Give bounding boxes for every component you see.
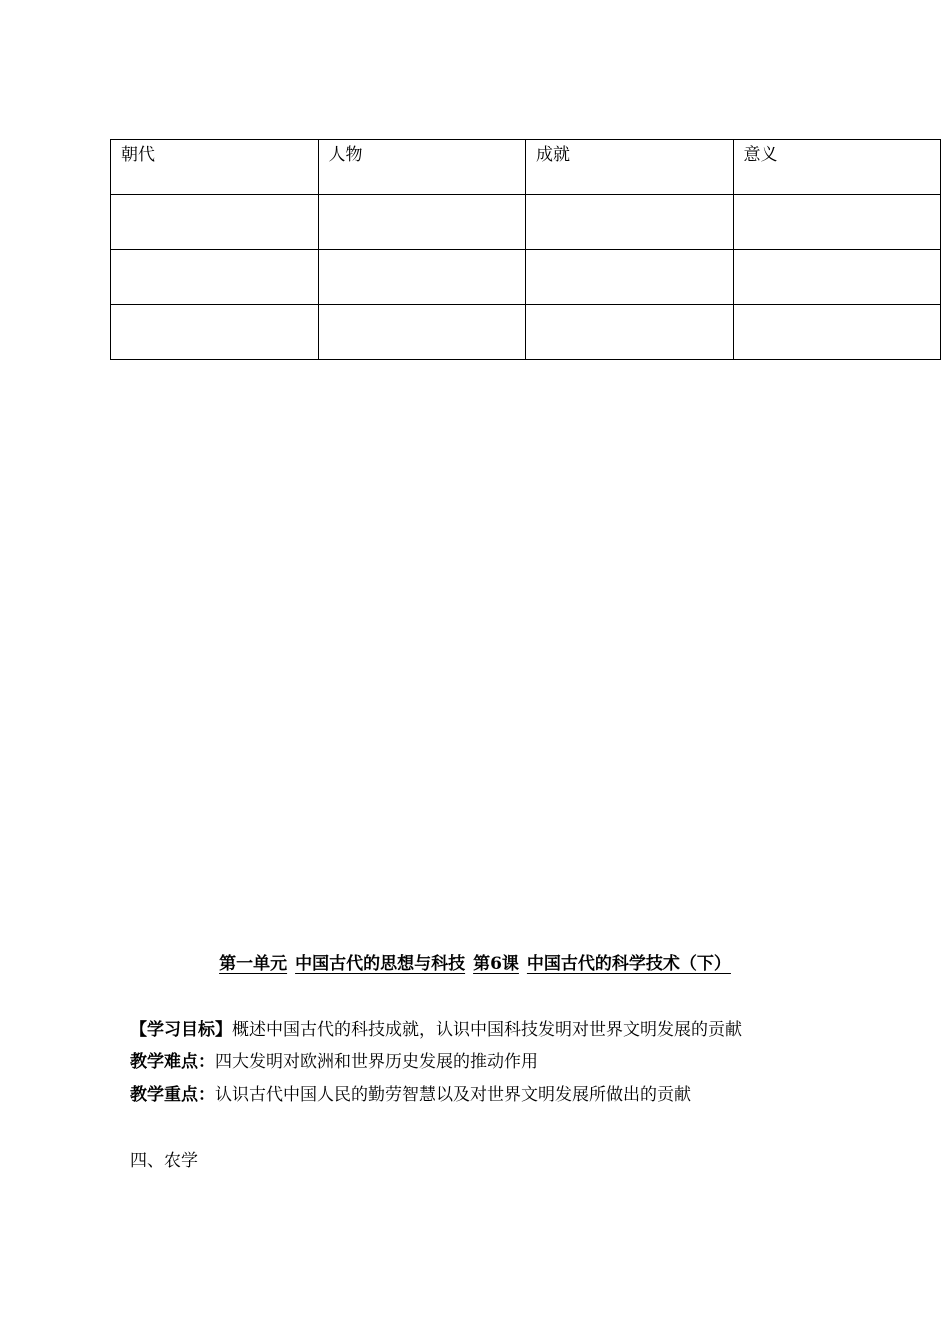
teaching-difficulty — [130, 1050, 538, 1074]
teaching-key-point — [130, 1083, 691, 1107]
table-cell — [111, 195, 319, 250]
table-header-row — [111, 140, 941, 195]
key-point-text: 认识古代中国人民的勤劳智慧以及对世界文明发展所做出的贡献 — [215, 1085, 691, 1105]
table-cell — [111, 305, 319, 360]
unit-title: 中国古代的思想与科技 — [295, 954, 466, 974]
table-cell — [526, 195, 734, 250]
header-dynasty: 朝代 — [111, 140, 319, 195]
objectives-label: 【学习目标】 — [130, 1020, 232, 1040]
learning-objectives — [130, 1018, 742, 1042]
difficulty-text: 四大发明对欧洲和世界历史发展的推动作用 — [215, 1052, 538, 1072]
section-heading: 四、农学 — [130, 1151, 198, 1171]
table-row — [111, 250, 941, 305]
key-point-label: 教学重点： — [130, 1085, 215, 1105]
header-achievement: 成就 — [526, 140, 734, 195]
table-cell — [318, 195, 526, 250]
table-cell — [733, 305, 941, 360]
table-row — [111, 195, 941, 250]
unit-label: 第一单元 — [219, 954, 288, 974]
lesson-number: 第6课 — [473, 954, 519, 974]
lesson-name: 中国古代的科学技术（下） — [526, 954, 731, 974]
difficulty-label: 教学难点： — [130, 1052, 215, 1072]
table-cell — [733, 195, 941, 250]
header-significance: 意义 — [733, 140, 941, 195]
header-person: 人物 — [318, 140, 526, 195]
achievement-table-container — [110, 139, 941, 360]
table-cell — [733, 250, 941, 305]
table-cell — [318, 305, 526, 360]
table-cell — [526, 250, 734, 305]
lesson-title — [0, 952, 950, 976]
table-cell — [526, 305, 734, 360]
table-row — [111, 305, 941, 360]
achievement-table — [110, 139, 941, 360]
table-cell — [318, 250, 526, 305]
objectives-text: 概述中国古代的科技成就，认识中国科技发明对世界文明发展的贡献 — [232, 1020, 742, 1040]
table-cell — [111, 250, 319, 305]
